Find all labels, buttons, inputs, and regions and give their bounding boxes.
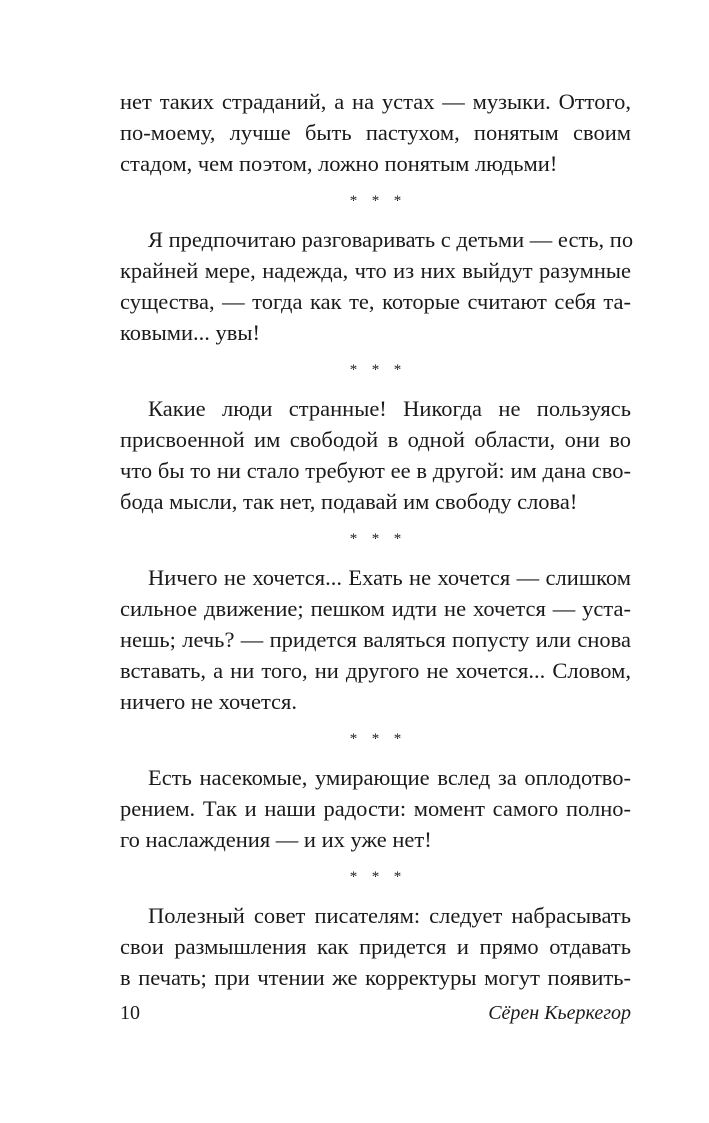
asterisk: *: [349, 869, 358, 885]
section-separator: [120, 717, 631, 762]
section-separator: [120, 179, 631, 224]
paragraph: [120, 562, 631, 717]
asterisk: *: [393, 362, 402, 378]
paragraph: [120, 762, 631, 855]
asterisk: *: [393, 731, 402, 747]
asterisk: *: [371, 362, 380, 378]
text-line: свои размышления как придется и прямо отдавать: [120, 934, 631, 959]
running-footer-author: Сёрен Кьеркегор: [488, 1002, 631, 1024]
text-line: в печать; при чтении же корректуры могут появить-: [120, 965, 631, 990]
page-body: [120, 86, 634, 993]
text-line: бода мысли, так нет, подавай им свободу слова!: [120, 489, 578, 514]
text-line: что бы то ни стало требуют ее в другой: им дана сво-: [120, 458, 631, 483]
page-number: 10: [120, 1002, 140, 1024]
text-line: Полезный совет писателям: следует набрасывать: [148, 903, 631, 928]
text-line: крайней мере, надежда, что из них выйдут разумные: [120, 258, 631, 283]
asterisk: *: [349, 531, 358, 547]
paragraph: [120, 224, 634, 348]
page-footer: [120, 999, 631, 1027]
paragraph: [120, 900, 631, 993]
text-line: нешь; лечь? — придется валяться попусту или снова: [120, 627, 631, 652]
text-line: Есть насекомые, умирающие вслед за оплодотво-: [148, 765, 631, 790]
text-line: вставать, а ни того, ни другого не хочется... Словом,: [120, 658, 631, 683]
text-line: по-моему, лучше быть пастухом, понятым своим: [120, 120, 631, 145]
text-line: сильное движение; пешком идти не хочется — уста-: [120, 596, 631, 621]
asterisk: *: [349, 362, 358, 378]
section-separator: [120, 517, 631, 562]
section-separator: [120, 348, 631, 393]
text-line: ковыми... увы!: [120, 320, 261, 345]
text-line: ничего не хочется.: [120, 689, 298, 714]
asterisk: *: [371, 869, 380, 885]
text-line: существа, — тогда как те, которые считают себя та-: [120, 289, 631, 314]
section-separator: [120, 855, 631, 900]
asterisk: *: [393, 869, 402, 885]
paragraph: [120, 393, 631, 517]
asterisk: *: [393, 193, 402, 209]
text-line: присвоенной им свободой в одной области, они во: [120, 427, 631, 452]
text-line: Я предпочитаю разговаривать с детьми — есть, по: [148, 227, 634, 252]
asterisk: *: [371, 193, 380, 209]
text-line: нет таких страданий, а на устах — музыки. Оттого,: [120, 89, 631, 114]
asterisk: *: [393, 531, 402, 547]
asterisk: *: [349, 731, 358, 747]
asterisk: *: [349, 193, 358, 209]
paragraph: [120, 86, 631, 179]
asterisk: *: [371, 531, 380, 547]
asterisk: *: [371, 731, 380, 747]
text-line: Ничего не хочется... Ехать не хочется — слишком: [148, 565, 631, 590]
text-line: Какие люди странные! Никогда не пользуясь: [148, 396, 631, 421]
text-line: го наслаждения — и их уже нет!: [120, 827, 432, 852]
text-line: стадом, чем поэтом, ложно понятым людьми!: [120, 151, 558, 176]
text-line: рением. Так и наши радости: момент самого полно-: [120, 796, 631, 821]
